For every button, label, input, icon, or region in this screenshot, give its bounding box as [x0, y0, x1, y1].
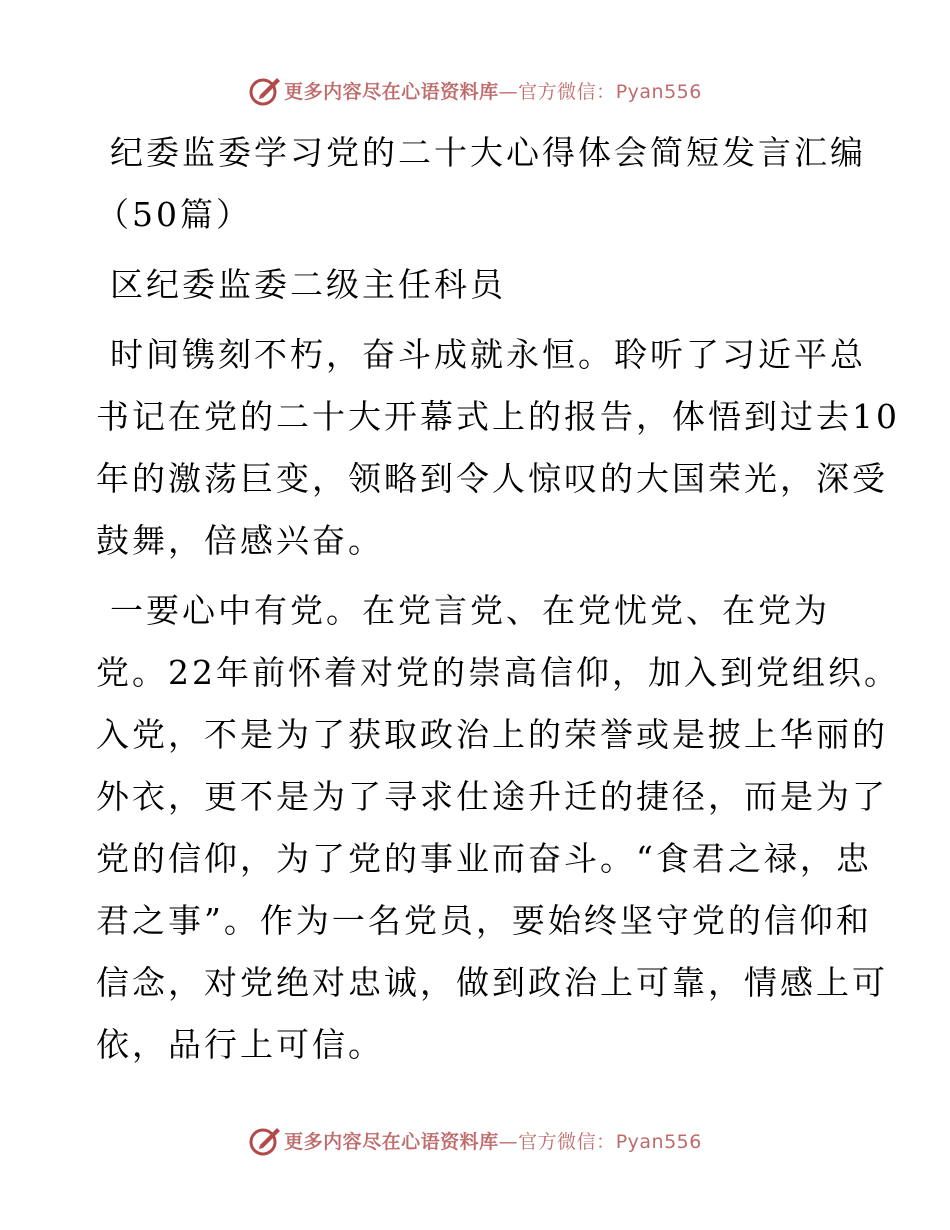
- paragraph-2-line-8: 依，品行上可信。: [96, 1025, 384, 1064]
- paragraph-2-line-5: 党的信仰，为了党的事业而奋斗。“食君之禄，忠: [96, 839, 872, 878]
- banner-main-text: 更多内容尽在心语资料库: [284, 1130, 499, 1153]
- document-title-line-2: （50篇）: [96, 195, 252, 234]
- banner-text: [284, 1127, 702, 1154]
- paragraph-2-line-6: 君之事”。作为一名党员，要始终坚守党的信仰和: [96, 901, 872, 940]
- banner-official-text: —官方微信：: [498, 80, 616, 103]
- paragraph-2-line-3: 入党，不是为了获取政治上的荣誉或是披上华丽的: [96, 715, 888, 754]
- banner-wechat-id: Pyan556: [615, 80, 702, 103]
- paragraph-2-line-2: 党。22年前怀着对党的崇高信仰，加入到党组织。: [96, 653, 900, 692]
- document-body: [96, 122, 900, 1076]
- banner-main-text: 更多内容尽在心语资料库: [284, 80, 499, 103]
- paragraph-1-line-2: 书记在党的二十大开幕式上的报告，体悟到过去10: [96, 397, 900, 436]
- header-banner: [0, 70, 950, 110]
- banner-official-text: —官方微信：: [498, 1130, 616, 1153]
- paragraph-1-line-4: 鼓舞，倍感兴奋。: [96, 521, 384, 560]
- paragraph-1-line-1: 时间镌刻不朽，奋斗成就永恒。聆听了习近平总: [110, 335, 866, 374]
- document-title-line-1: 纪委监委学习党的二十大心得体会简短发言汇编: [110, 133, 866, 172]
- paragraph-2-line-1: 一要心中有党。在党言党、在党忧党、在党为: [110, 591, 830, 630]
- paragraph-1-line-3: 年的激荡巨变，领略到令人惊叹的大国荣光，深受: [96, 459, 888, 498]
- footer-banner: [0, 1120, 950, 1160]
- pen-circle-logo-icon: [248, 1123, 282, 1157]
- banner-text: [284, 77, 702, 104]
- pen-circle-logo-icon: [248, 73, 282, 107]
- author-line: 区纪委监委二级主任科员: [110, 265, 506, 304]
- paragraph-2-line-7: 信念，对党绝对忠诚，做到政治上可靠，情感上可: [96, 963, 888, 1002]
- banner-wechat-id: Pyan556: [615, 1130, 702, 1153]
- paragraph-2-line-4: 外衣，更不是为了寻求仕途升迁的捷径，而是为了: [96, 777, 888, 816]
